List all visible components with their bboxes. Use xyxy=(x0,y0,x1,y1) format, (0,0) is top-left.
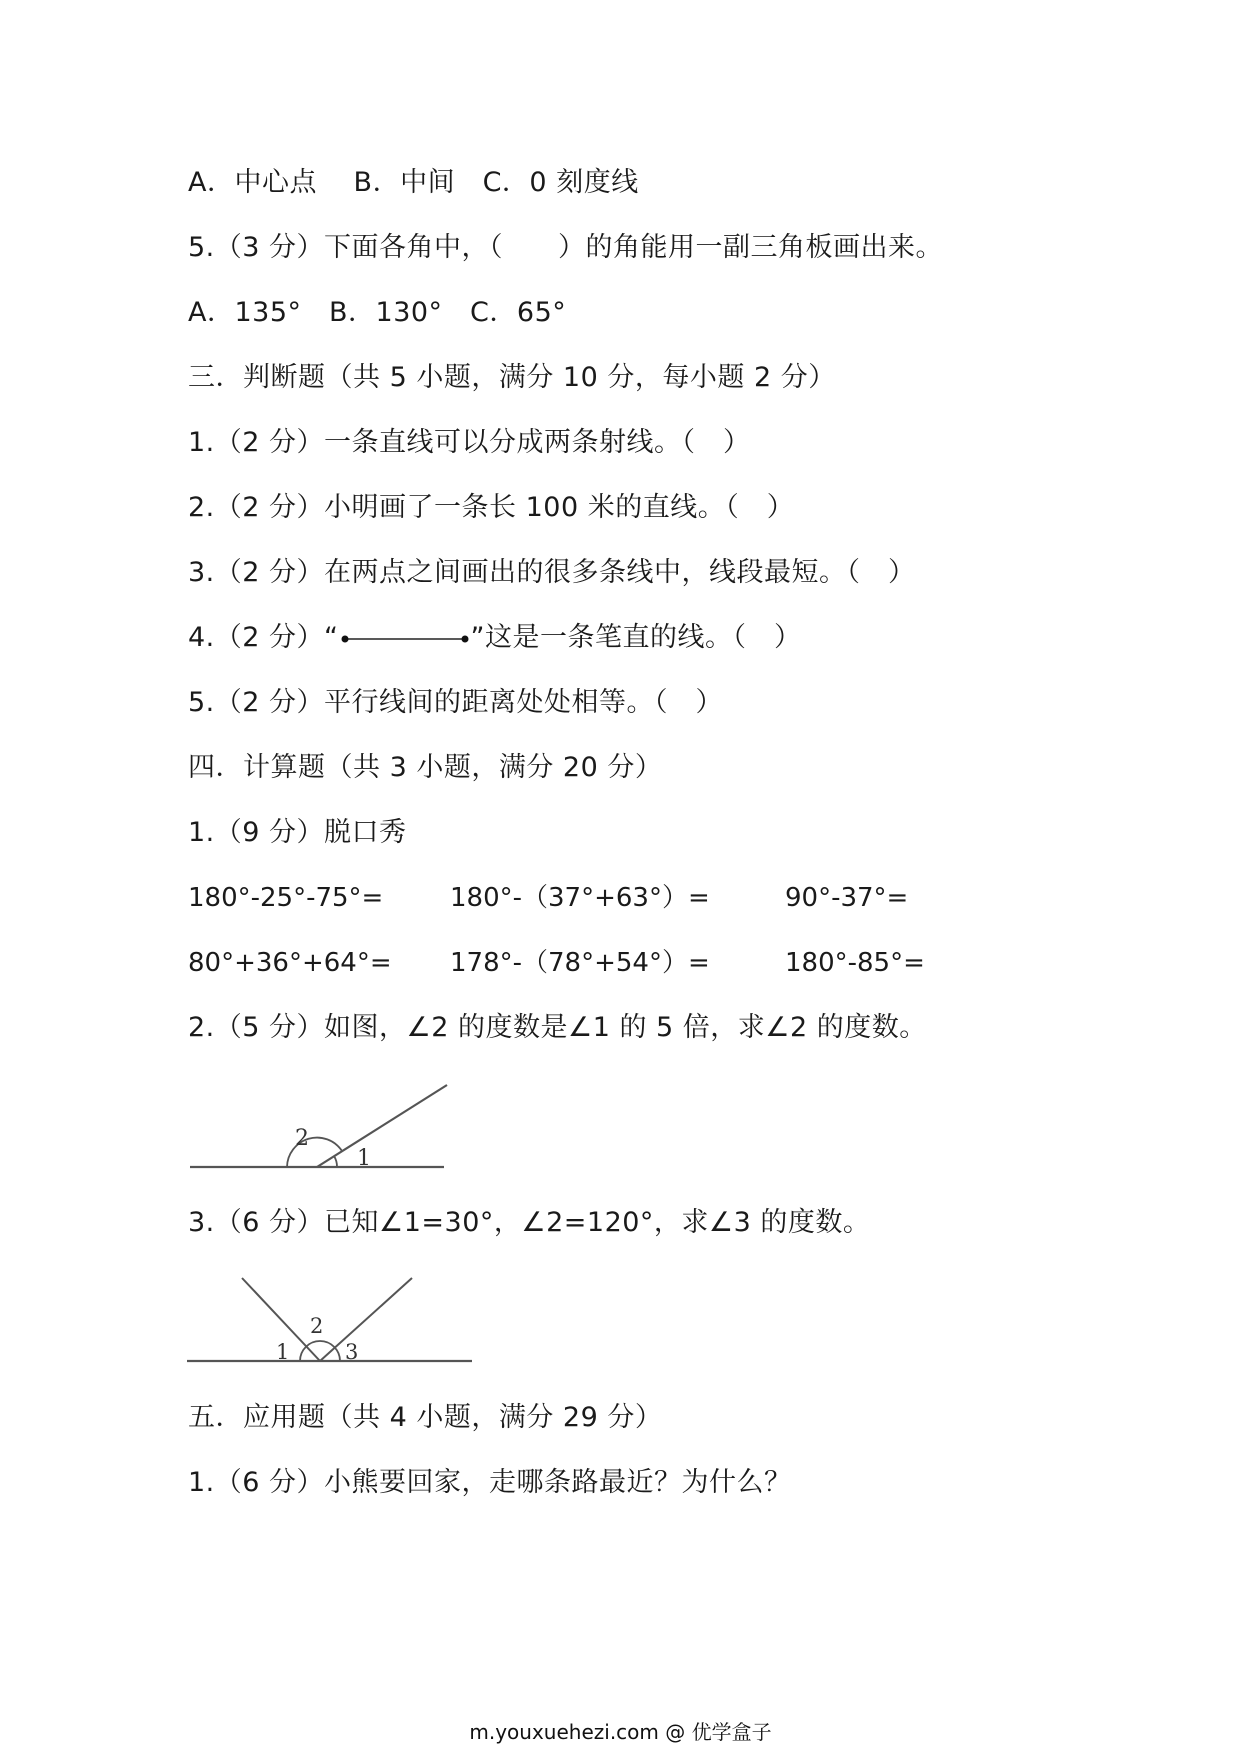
ray xyxy=(317,1085,447,1167)
judge-question-4 xyxy=(188,621,802,655)
judge-question-4-prefix: 4.（2 分）“ xyxy=(188,622,339,653)
right-ray xyxy=(320,1278,412,1361)
calc-question-3: 3.（6 分）已知∠1=30°，∠2=120°，求∠3 的度数。 xyxy=(188,1207,871,1238)
footer-watermark: m.youxuehezi.com @ 优学盒子 xyxy=(469,1720,772,1744)
angle-1-arc xyxy=(334,1156,337,1167)
calc-expression: 180°-（37°+63°）= xyxy=(450,883,710,913)
angle-label-2: 2 xyxy=(310,1314,324,1338)
option-line-q5: A．135° B．130° C．65° xyxy=(188,297,567,328)
judge-question-4-suffix: ”这是一条笔直的线。（ ） xyxy=(470,622,802,653)
calc-expression: 178°-（78°+54°）= xyxy=(450,948,710,978)
angle-label-3: 3 xyxy=(345,1340,359,1364)
calc-expression: 80°+36°+64°= xyxy=(188,948,392,978)
section-3-heading: 三．判断题（共 5 小题，满分 10 分，每小题 2 分） xyxy=(188,362,836,393)
judge-question-1: 1.（2 分）一条直线可以分成两条射线。（ ） xyxy=(188,427,751,458)
section-4-heading: 四．计算题（共 3 小题，满分 20 分） xyxy=(188,752,663,783)
section-5-heading: 五．应用题（共 4 小题，满分 29 分） xyxy=(188,1402,663,1433)
option-line-q4: A．中心点 B．中间 C．0 刻度线 xyxy=(188,167,639,198)
angle-figure-2 xyxy=(182,1265,482,1370)
angle-arc xyxy=(300,1341,340,1361)
segment-figure-inline xyxy=(339,629,471,649)
calc-expression: 90°-37°= xyxy=(785,883,909,913)
angle-label-2: 2 xyxy=(295,1126,309,1151)
angle-label-1: 1 xyxy=(357,1146,371,1171)
calc-expression: 180°-85°= xyxy=(785,948,925,978)
judge-question-3: 3.（2 分）在两点之间画出的很多条线中，线段最短。（ ） xyxy=(188,557,916,588)
judge-question-2: 2.（2 分）小明画了一条长 100 米的直线。（ ） xyxy=(188,492,795,523)
calc-expression: 180°-25°-75°= xyxy=(188,883,384,913)
question-5-choice: 5.（3 分）下面各角中，（ ）的角能用一副三角板画出来。 xyxy=(188,232,944,263)
calc-question-2: 2.（5 分）如图，∠2 的度数是∠1 的 5 倍，求∠2 的度数。 xyxy=(188,1012,927,1043)
angle-figure-1 xyxy=(185,1075,455,1175)
calc-question-1: 1.（9 分）脱口秀 xyxy=(188,817,407,848)
angle-label-1: 1 xyxy=(276,1340,290,1364)
judge-question-5: 5.（2 分）平行线间的距离处处相等。（ ） xyxy=(188,687,724,718)
application-question-1: 1.（6 分）小熊要回家，走哪条路最近？为什么？ xyxy=(188,1467,792,1498)
